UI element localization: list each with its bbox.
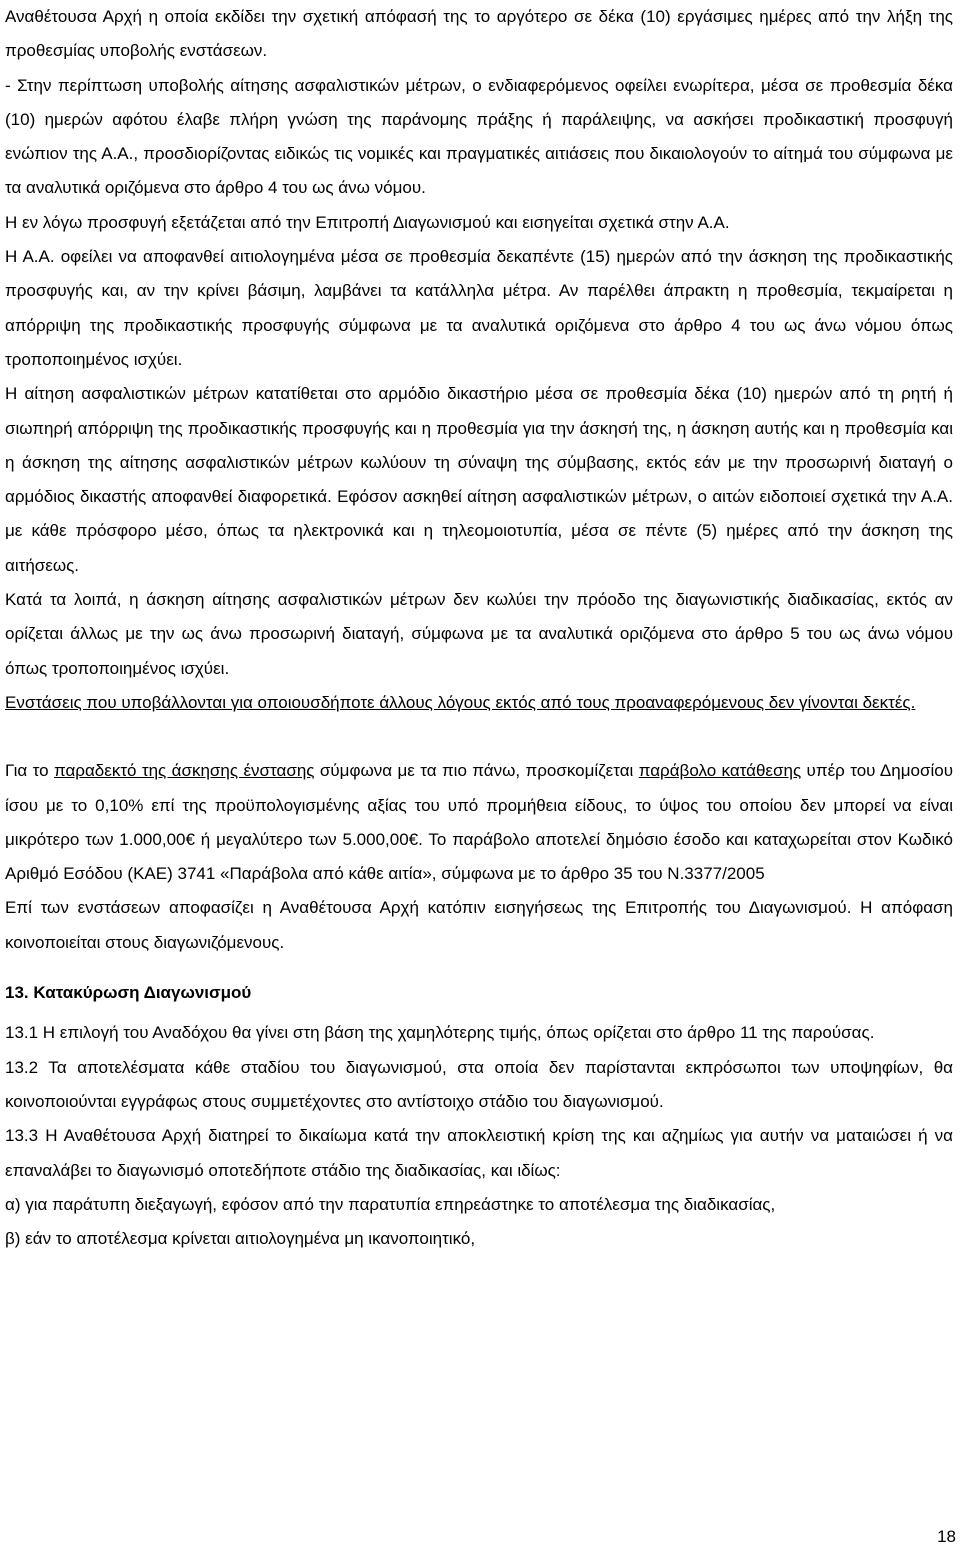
page-number: 18 [937, 1527, 956, 1546]
paragraph-procedure-continuation: Κατά τα λοιπά, η άσκηση αίτησης ασφαλιστικών μέτρων δεν κωλύει την πρόοδο της διαγωνιστικής διαδικασίας, εκτός αν ορίζεται άλλως με την ως άνω προσωρινή διαταγή, σύμφωνα με τα αναλυτικά οριζόμενα στο άρθρο 5 του ως άνω νόμου όπως τροποποιημένος ισχύει. [5, 590, 953, 678]
paragraph-interim-measures: - Στην περίπτωση υποβολής αίτησης ασφαλιστικών μέτρων, ο ενδιαφερόμενος οφείλει ενωρίτερα, μέσα σε προθεσμία δέκα (10) ημερών αφότου έλαβε πλήρη γνώση της παράνομης πράξης ή παράλειψης, να ασκήσει προδικαστική προσφυγή ενώπιον της Α.Α., προσδιορίζοντας ειδικώς τις νομικές και πραγματικές αιτιάσεις που δικαιολογούν το αίτημά του σύμφωνα με τα αναλυτικά οριζόμενα στο άρθρο 4 του ως άνω νόμου. [5, 75, 953, 198]
paragraph-court-application: Η αίτηση ασφαλιστικών μέτρων κατατίθεται στο αρμόδιο δικαστήριο μέσα σε προθεσμία δέκα (10) ημερών από τη ρητή ή σιωπηρή απόρριψη της προδικαστικής προσφυγής και η προθεσμία για την άσκησή της, η άσκηση αυτής και η προθεσμία και η άσκηση της αίτησης ασφαλιστικών μέτρων κωλύουν τη σύναψη της σύμβασης, εκτός εάν με την προσωρινή διαταγή ο αρμόδιος δικαστής αποφανθεί διαφορετικά. Εφόσον ασκηθεί αίτηση ασφαλιστικών μέτρων, ο αιτών ειδοποιεί σχετικά την Α.Α. με κάθε πρόσφορο μέσο, όπως τα ηλεκτρονικά και η τηλεομοιοτυπία, μέσα σε πέντε (5) ημέρες από την άσκηση της αιτήσεως. [5, 384, 953, 575]
item-13-3-b: β) εάν το αποτέλεσμα κρίνεται αιτιολογημένα μη ικανοποιητικό, [5, 1229, 476, 1249]
paragraph-decision-deadline: Αναθέτουσα Αρχή η οποία εκδίδει την σχετική απόφασή της το αργότερο σε δέκα (10) εργάσιμες ημέρες από την λήξη της προθεσμίας υποβολής ενστάσεων. [5, 7, 953, 61]
paragraph-authority-ruling: Η Α.Α. οφείλει να αποφανθεί αιτιολογημένα μέσα σε προθεσμία δεκαπέντε (15) ημερών από την άσκηση της προδικαστικής προσφυγής και, αν την κρίνει βάσιμη, λαμβάνει τα κατάλληλα μέτρα. Αν παρέλθει άπρακτη η προθεσμία, τεκμαίρεται η απόρριψη της προδικαστικής προσφυγής σύμφωνα με τα αναλυτικά οριζόμενα στο άρθρο 4 του ως άνω νόμου όπως τροποποιημένος ισχύει. [5, 247, 953, 369]
fee-lead-text: Για το [5, 761, 54, 781]
paragraph-inadmissible-objections: Ενστάσεις που υποβάλλονται για οποιουσδήποτε άλλους λόγους εκτός από τους προαναφερόμενους δεν γίνονται δεκτές. [5, 692, 916, 712]
fee-tail-text: υπέρ του Δημοσίου ίσου με το 0,10% επί της προϋπολογισμένης αξίας του υπό προμήθεια είδους, το ύψος του οποίου δεν μπορεί να είναι μικρότερο των 1.000,00€ ή μεγαλύτερο των 5.000,00€. Το παράβολο αποτελεί δημόσιο έσοδο και καταχωρείται στον Κωδικό Αριθμό Εσόδου (ΚΑΕ) 3741 «Παράβολα από κάθε αιτία», σύμφωνα με το άρθρο 35 του Ν.3377/2005 [5, 761, 953, 884]
section-heading-award: 13. Κατακύρωση Διαγωνισμού [5, 983, 252, 1003]
item-13-3: 13.3 Η Αναθέτουσα Αρχή διατηρεί το δικαίωμα κατά την αποκλειστική κρίση της και αζημίως για αυτήν να ματαιώσει ή να επαναλάβει το διαγωνισμό οποτεδήποτε στάδιο της διαδικασίας, και ιδίως: [5, 1126, 953, 1180]
paragraph-objection-fee [5, 754, 953, 891]
item-13-1: 13.1 Η επιλογή του Αναδόχου θα γίνει στη βάση της χαμηλότερης τιμής, όπως ορίζεται στο άρθρο 11 της παρούσας. [5, 1023, 875, 1043]
item-13-3-a: α) για παράτυπη διεξαγωγή, εφόσον από την παρατυπία επηρεάστηκε το αποτέλεσμα της διαδικασίας, [5, 1194, 776, 1214]
fee-admissibility-underlined: παραδεκτό της άσκησης ένστασης [53, 761, 315, 781]
paragraph-committee-review: Η εν λόγω προσφυγή εξετάζεται από την Επιτροπή Διαγωνισμού και εισηγείται σχετικά στην Α.Α. [5, 212, 730, 232]
fee-mid-text: σύμφωνα με τα πιο πάνω, προσκομίζεται [314, 761, 639, 781]
paragraph-objection-decision: Επί των ενστάσεων αποφασίζει η Αναθέτουσα Αρχή κατόπιν εισηγήσεως της Επιτροπής του Διαγωνισμού. Η απόφαση κοινοποιείται στους διαγωνιζόμενους. [5, 898, 953, 952]
fee-deposit-underlined: παράβολο κατάθεσης [638, 761, 802, 781]
item-13-2: 13.2 Τα αποτελέσματα κάθε σταδίου του διαγωνισμού, στα οποία δεν παρίστανται εκπρόσωποι των υποψηφίων, θα κοινοποιούνται εγγράφως στους συμμετέχοντες στο αντίστοιχο στάδιο του διαγωνισμού. [5, 1057, 953, 1111]
